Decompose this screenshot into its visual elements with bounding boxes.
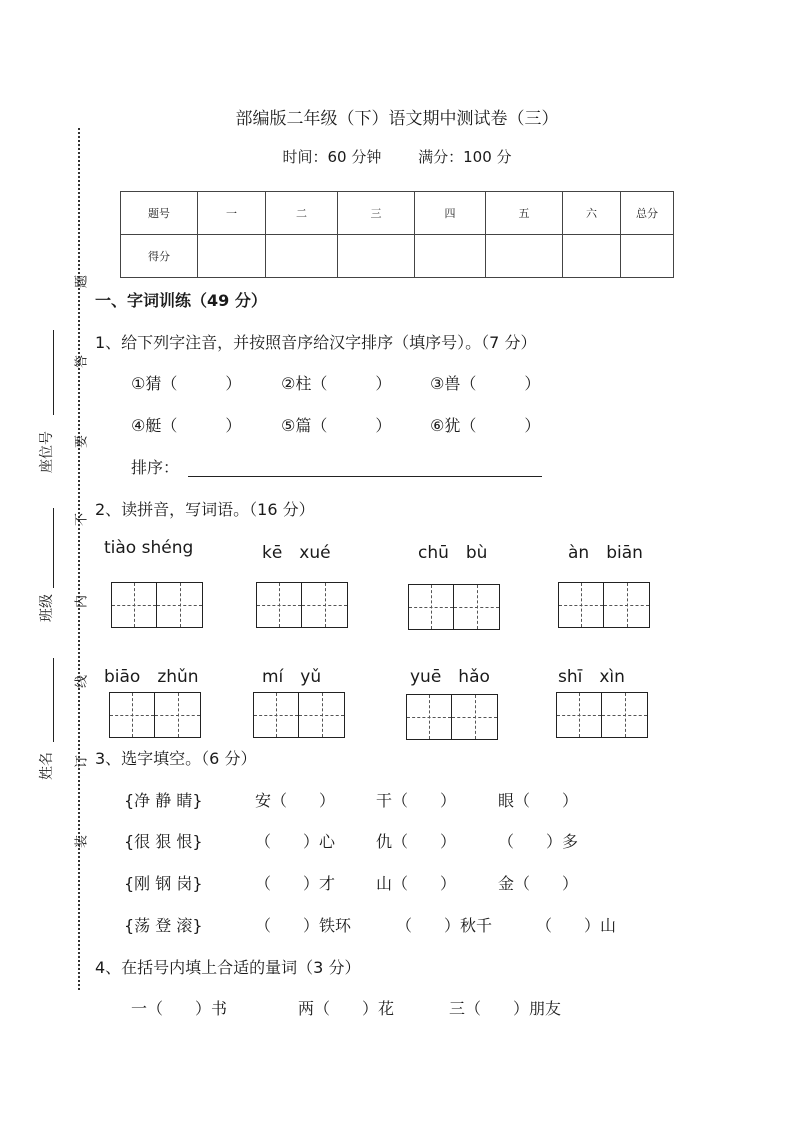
sort-answer-line[interactable] xyxy=(188,476,542,477)
score-header-cell: 五 xyxy=(486,192,563,235)
score-cell[interactable] xyxy=(415,235,486,278)
name-label: 姓名 xyxy=(39,752,55,780)
score-row-label: 得分 xyxy=(121,235,198,278)
q3-blank[interactable]: 山（ ） xyxy=(376,874,457,893)
margin-char-4: 不 xyxy=(74,513,90,527)
q3-blank[interactable]: （ ）才 xyxy=(255,874,336,893)
grid-cell[interactable] xyxy=(299,693,344,737)
q1-item[interactable]: ⑥犹（ ） xyxy=(430,416,541,435)
pinyin-label: shī xìn xyxy=(558,667,625,687)
q3-blank[interactable]: （ ）秋千 xyxy=(396,916,493,935)
grid-cell[interactable] xyxy=(602,693,647,737)
grid-cell[interactable] xyxy=(604,583,649,627)
q1-item[interactable]: ⑤篇（ ） xyxy=(281,416,392,435)
margin-char-3: 要 xyxy=(74,435,90,449)
score-header-cell: 二 xyxy=(266,192,338,235)
q3-options: {净 静 睛} xyxy=(124,791,203,810)
q3-options: {很 狠 恨} xyxy=(124,832,203,851)
writing-grid[interactable] xyxy=(111,582,203,628)
pinyin-label: tiào shéng xyxy=(104,538,194,558)
exam-title: 部编版二年级（下）语文期中测试卷（三） xyxy=(235,109,559,129)
score-table-score-row xyxy=(121,235,674,278)
exam-full-score: 满分：100 分 xyxy=(418,148,512,166)
q1-item[interactable]: ③兽（ ） xyxy=(430,374,541,393)
q4-blank[interactable]: 两（ ）花 xyxy=(298,999,395,1018)
score-cell[interactable] xyxy=(338,235,415,278)
writing-grid[interactable] xyxy=(253,692,345,738)
writing-grid[interactable] xyxy=(109,692,201,738)
writing-grid[interactable] xyxy=(256,582,348,628)
score-header-cell: 三 xyxy=(338,192,415,235)
score-header-cell: 题号 xyxy=(121,192,198,235)
grid-cell[interactable] xyxy=(110,693,155,737)
q1-item[interactable]: ②柱（ ） xyxy=(281,374,392,393)
margin-char-6: 线 xyxy=(74,675,90,689)
score-table-header-row xyxy=(121,192,674,235)
q4-blank[interactable]: 三（ ）朋友 xyxy=(449,999,562,1018)
sort-label: 排序： xyxy=(131,458,180,477)
margin-char-5: 内 xyxy=(74,595,90,609)
score-cell[interactable] xyxy=(486,235,563,278)
exam-time: 时间：60 分钟 xyxy=(282,148,382,166)
score-header-cell: 总分 xyxy=(621,192,674,235)
q3-blank[interactable]: （ ）山 xyxy=(536,916,617,935)
score-cell[interactable] xyxy=(621,235,674,278)
grid-cell[interactable] xyxy=(302,583,347,627)
class-line[interactable] xyxy=(53,508,54,588)
section-title: 一、字词训练（49 分） xyxy=(95,291,267,310)
q3-blank[interactable]: 干（ ） xyxy=(376,791,457,810)
binding-dotted-line xyxy=(78,128,80,990)
question-4-text: 4、在括号内填上合适的量词（3 分） xyxy=(95,958,361,977)
q3-blank[interactable]: 金（ ） xyxy=(498,874,579,893)
pinyin-label: kē xué xyxy=(262,543,331,563)
q3-blank[interactable]: （ ）多 xyxy=(498,832,579,851)
pinyin-label: yuē hǎo xyxy=(410,667,490,687)
writing-grid[interactable] xyxy=(556,692,648,738)
margin-char-2: 答 xyxy=(74,355,90,369)
name-line[interactable] xyxy=(53,658,54,742)
grid-cell[interactable] xyxy=(112,583,157,627)
pinyin-label: biāo zhǔn xyxy=(104,667,199,687)
score-header-cell: 四 xyxy=(415,192,486,235)
writing-grid[interactable] xyxy=(406,694,498,740)
writing-grid[interactable] xyxy=(408,584,500,630)
class-label: 班级 xyxy=(39,594,55,622)
q3-blank[interactable]: （ ）铁环 xyxy=(255,916,352,935)
score-header-cell: 六 xyxy=(563,192,621,235)
seat-number-line[interactable] xyxy=(53,330,54,415)
grid-cell[interactable] xyxy=(407,695,452,739)
margin-char-1: 题 xyxy=(74,275,90,289)
pinyin-label: chū bù xyxy=(418,543,488,563)
margin-char-7: 订 xyxy=(74,755,90,769)
q4-blank[interactable]: 一（ ）书 xyxy=(131,999,228,1018)
grid-cell[interactable] xyxy=(559,583,604,627)
margin-char-8: 装 xyxy=(74,835,90,849)
grid-cell[interactable] xyxy=(452,695,497,739)
q3-options: {刚 钢 岗} xyxy=(124,874,203,893)
score-cell[interactable] xyxy=(266,235,338,278)
q3-blank[interactable]: （ ）心 xyxy=(255,832,336,851)
question-2-text: 2、读拼音，写词语。（16 分） xyxy=(95,500,315,519)
score-header-cell: 一 xyxy=(198,192,266,235)
q3-options: {荡 登 滚} xyxy=(124,916,203,935)
pinyin-label: àn biān xyxy=(568,543,643,563)
grid-cell[interactable] xyxy=(409,585,454,629)
score-cell[interactable] xyxy=(198,235,266,278)
score-cell[interactable] xyxy=(563,235,621,278)
writing-grid[interactable] xyxy=(558,582,650,628)
grid-cell[interactable] xyxy=(155,693,200,737)
grid-cell[interactable] xyxy=(454,585,499,629)
q3-blank[interactable]: 安（ ） xyxy=(255,791,336,810)
q3-blank[interactable]: 仇（ ） xyxy=(376,832,457,851)
grid-cell[interactable] xyxy=(557,693,602,737)
grid-cell[interactable] xyxy=(254,693,299,737)
exam-info xyxy=(0,146,794,167)
grid-cell[interactable] xyxy=(157,583,202,627)
q1-item[interactable]: ①猜（ ） xyxy=(131,374,242,393)
q3-blank[interactable]: 眼（ ） xyxy=(498,791,579,810)
grid-cell[interactable] xyxy=(257,583,302,627)
pinyin-label: mí yǔ xyxy=(262,667,322,687)
question-1-text: 1、给下列字注音，并按照音序给汉字排序（填序号）。（7 分） xyxy=(95,333,537,352)
q1-item[interactable]: ④艇（ ） xyxy=(131,416,242,435)
question-3-text: 3、选字填空。（6 分） xyxy=(95,749,257,768)
score-table xyxy=(120,191,674,278)
seat-number-label: 座位号 xyxy=(39,431,55,473)
